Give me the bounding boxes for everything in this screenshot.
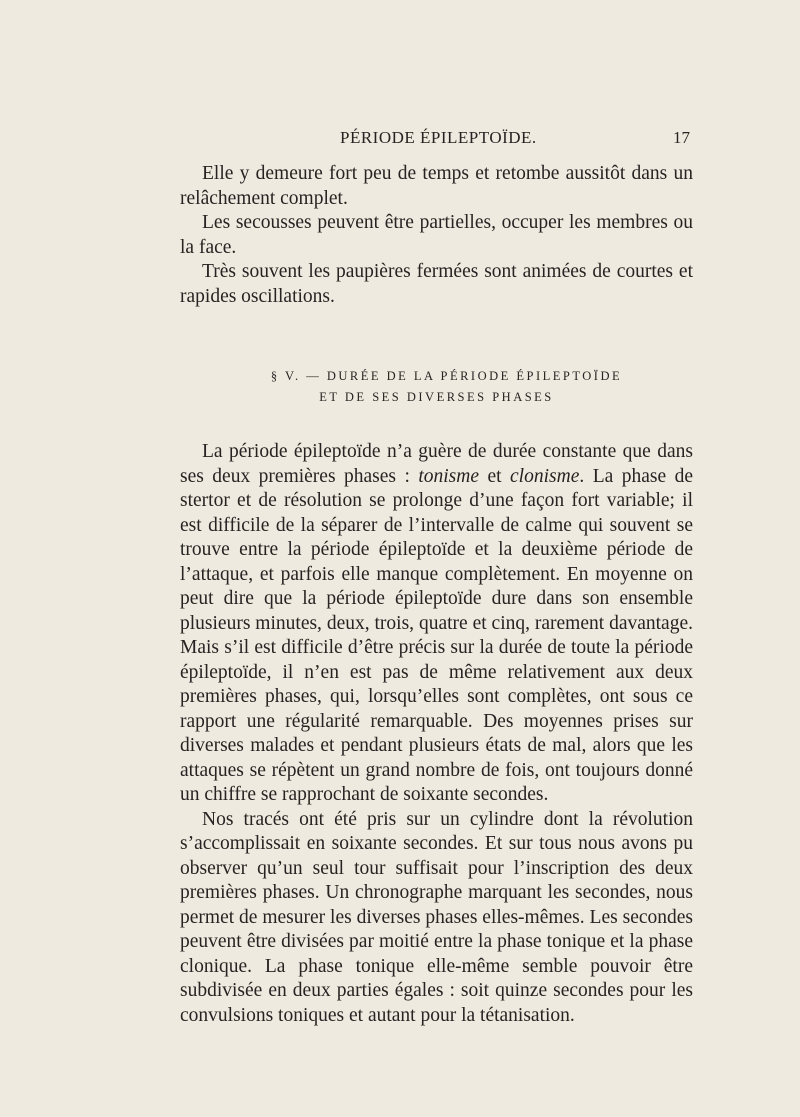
term-clonisme: clonisme <box>510 465 580 487</box>
term-tonisme: tonisme <box>418 465 480 487</box>
paragraph-duree-part-1: La période épileptoïde n’a guère de durée constante que dans ses deux premières phases : <box>180 441 693 487</box>
top-text-block <box>180 162 693 309</box>
paragraph-paupieres: Très souvent les paupières fermées sont animées de courtes et rapides oscillations. <box>180 261 693 307</box>
paragraph-secousses: Les secousses peuvent être partielles, occuper les membres ou la face. <box>180 212 693 258</box>
paragraph-duree-part-2: et <box>479 465 511 487</box>
paragraph-relachement: Elle y demeure fort peu de temps et retombe aussitôt dans un relâchement complet. <box>180 163 693 209</box>
paragraph-duree-part-3: . La phase de stertor et de résolution se prolonge d’une façon fort variable; il est difficile de la séparer de l’intervalle de calme qui souvent se trouve entre la période épileptoïde et la deuxième période de l’attaque, et parfois elle manque complètement. En moyenne on peut dire que la période épileptoïde dure dans son ensemble plusieurs minutes, deux, trois, quatre et cinq, rarement davantage. Mais s’il est difficile d’être précis sur la durée de toute la période épileptoïde, il n’en est pas de même relativement aux deux premières phases, qui, lorsqu’elles sont complètes, ont sous ce rapport une régularité remarquable. Des moyennes prises sur diverses malades et pendant plusieurs états de mal, alors que les attaques se répètent un grand nombre de fois, ont toujours donné un chiffre se rapprochant de soixante secondes. <box>180 465 693 805</box>
paragraph-traces: Nos tracés ont été pris sur un cylindre dont la révolution s’accomplissait en soixante secondes. Et sur tous nous avons pu observer qu’un seul tour suffisait pour l’inscription des deux premières phases. Un chronographe marquant les secondes, nous permet de mesurer les diverses phases elles-mêmes. Les secondes peuvent être divisées par moitié entre la phase tonique et la phase clonique. La phase tonique elle-même semble pouvoir être subdivisée en deux parties égales : soit quinze secondes pour les convulsions toniques et autant pour la tétanisation. <box>180 808 693 1026</box>
main-text-block <box>180 440 693 1028</box>
section-heading-line-1: § V. — DURÉE DE LA PÉRIODE ÉPILEPTOÏDE <box>270 369 623 383</box>
paragraph-duree <box>180 440 693 808</box>
running-title: PÉRIODE ÉPILEPTOÏDE. <box>340 128 537 147</box>
section-heading-line-2: ET DE SES DIVERSES PHASES <box>319 390 554 404</box>
page-header <box>180 128 700 152</box>
page-number: 17 <box>673 128 690 147</box>
section-heading <box>180 366 693 408</box>
